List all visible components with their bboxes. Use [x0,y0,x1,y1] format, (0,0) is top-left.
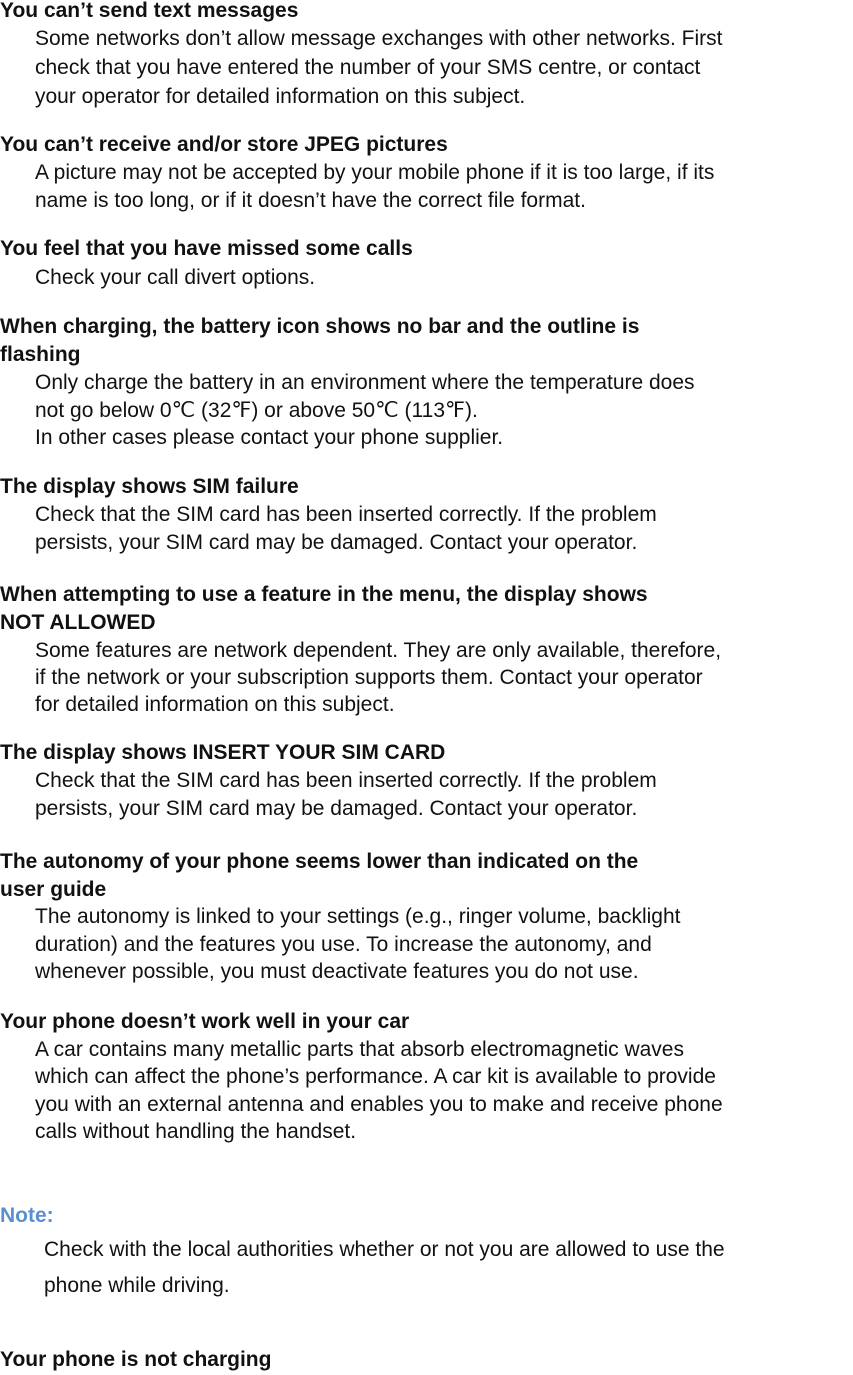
note-body-line: Check with the local authorities whether or not you are allowed to use the [44,1238,725,1261]
section-heading: The display shows SIM failure [0,475,299,498]
section-body-line: whenever possible, you must deactivate features you do not use. [35,960,639,983]
section-body-line: A car contains many metallic parts that absorb electromagnetic waves [35,1038,684,1061]
section-body-line: if the network or your subscription supports them. Contact your operator [35,666,703,689]
section-heading: The display shows INSERT YOUR SIM CARD [0,741,446,764]
note-label: Note: [0,1204,54,1227]
section-heading: user guide [0,878,107,901]
section-body-line: The autonomy is linked to your settings (e.g., ringer volume, backlight [35,905,681,928]
section-body-line: Check your call divert options. [35,266,316,289]
section-body-line: which can affect the phone’s performance. A car kit is available to provide [35,1065,716,1088]
section-heading: Your phone doesn’t work well in your car [0,1010,410,1033]
section-body-line: not go below 0℃ (32℉) or above 50℃ (113℉). [35,399,478,422]
section-body-line: check that you have entered the number of your SMS centre, or contact [35,56,701,79]
section-heading: When charging, the battery icon shows no bar and the outline is [0,315,640,338]
section-body-line: Check that the SIM card has been inserted correctly. If the problem [35,503,657,526]
section-body-line: persists, your SIM card may be damaged. Contact your operator. [35,531,638,554]
section-heading: NOT ALLOWED [0,611,156,634]
section-body-line: name is too long, or if it doesn’t have the correct file format. [35,189,586,212]
section-heading: The autonomy of your phone seems lower than indicated on the [0,850,639,873]
section-body-line: Only charge the battery in an environment where the temperature does [35,371,695,394]
section-body-line: persists, your SIM card may be damaged. Contact your operator. [35,797,638,820]
section-body-line: Some networks don’t allow message exchanges with other networks. First [35,27,723,50]
section-heading: You feel that you have missed some calls [0,237,413,260]
section-body-line: for detailed information on this subject. [35,693,395,716]
section-heading: When attempting to use a feature in the menu, the display shows [0,583,648,606]
section-heading: You can’t receive and/or store JPEG pictures [0,133,448,156]
section-body-line: Check that the SIM card has been inserted correctly. If the problem [35,769,657,792]
section-body-line: In other cases please contact your phone supplier. [35,426,504,449]
section-body-line: A picture may not be accepted by your mobile phone if it is too large, if its [35,161,715,184]
section-heading: You can’t send text messages [0,0,299,22]
section-body-line: Some features are network dependent. They are only available, therefore, [35,639,722,662]
section-body-line: you with an external antenna and enables you to make and receive phone [35,1093,723,1116]
section-heading: Your phone is not charging [0,1348,272,1371]
section-heading: flashing [0,343,81,366]
section-body-line: duration) and the features you use. To increase the autonomy, and [35,933,652,956]
section-body-line: your operator for detailed information on this subject. [35,85,526,108]
note-body-line: phone while driving. [44,1274,230,1297]
section-body-line: calls without handling the handset. [35,1120,357,1143]
